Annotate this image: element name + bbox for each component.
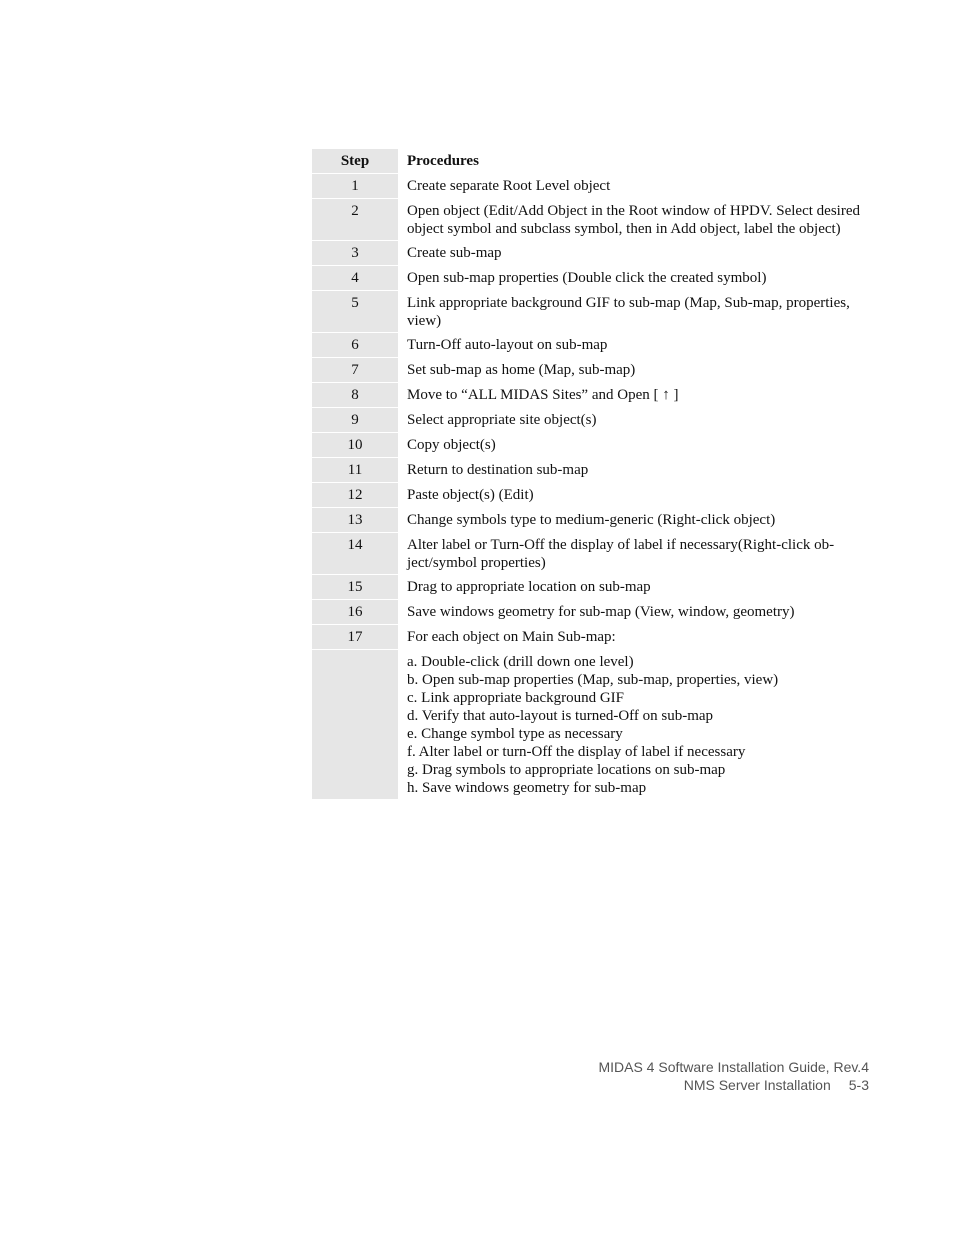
sub-steps-list — [407, 653, 874, 797]
page-footer — [598, 1058, 869, 1094]
sub-step-item: f. Alter label or turn-Off the display of label if necessary — [407, 743, 746, 760]
procedure-text: Copy object(s) — [407, 436, 496, 453]
step-number: 9 — [312, 408, 398, 433]
table-row — [312, 383, 878, 408]
table-row — [312, 358, 878, 383]
sub-step-item: a. Double-click (drill down one level) — [407, 653, 634, 670]
procedure-text: Turn-Off auto-layout on sub-map — [407, 336, 608, 353]
procedure-text: Change symbols type to medium-generic (Right-click object) — [407, 511, 776, 528]
procedure-text: Create separate Root Level object — [407, 177, 611, 194]
table-row — [312, 333, 878, 358]
step-number: 8 — [312, 383, 398, 408]
table-row — [312, 533, 878, 575]
table-row — [312, 199, 878, 241]
footer-document-title: MIDAS 4 Software Installation Guide, Rev.4 — [598, 1059, 869, 1075]
step-number: 11 — [312, 458, 398, 483]
step-number: 1 — [312, 174, 398, 199]
sub-step-item: b. Open sub-map properties (Map, sub-map, properties, view) — [407, 671, 779, 688]
step-number: 12 — [312, 483, 398, 508]
table-row — [312, 266, 878, 291]
step-number: 10 — [312, 433, 398, 458]
step-number: 13 — [312, 508, 398, 533]
table-row — [312, 408, 878, 433]
table-row — [312, 625, 878, 650]
step-number: 7 — [312, 358, 398, 383]
procedure-text: Open object (Edit/Add Object in the Root window of HPDV. Select desired object symbol and subclass symbol, then in Add object, label the object) — [407, 202, 860, 237]
table-row — [312, 483, 878, 508]
table-row — [312, 458, 878, 483]
table-row — [312, 291, 878, 333]
step-number: 2 — [312, 199, 398, 241]
step-number: 4 — [312, 266, 398, 291]
procedures-table — [312, 149, 878, 800]
procedure-text: Save windows geometry for sub-map (View, window, geometry) — [407, 603, 795, 620]
step-number: 3 — [312, 241, 398, 266]
step-column-header: Step — [312, 149, 398, 174]
procedure-text: Return to destination sub-map — [407, 461, 589, 478]
sub-step-item: g. Drag symbols to appropriate locations on sub-map — [407, 761, 726, 778]
procedure-text: Set sub-map as home (Map, sub-map) — [407, 361, 636, 378]
step-number: 15 — [312, 575, 398, 600]
table-row — [312, 174, 878, 199]
procedure-text: Select appropriate site object(s) — [407, 411, 597, 428]
page-number: 5-3 — [848, 1077, 869, 1093]
procedure-text: Link appropriate background GIF to sub-map (Map, Sub-map, properties, view) — [407, 294, 850, 329]
footer-section-line — [598, 1076, 869, 1094]
procedure-text: Alter label or Turn-Off the display of label if necessary(Right-click ob-ject/symbol properties) — [407, 536, 835, 571]
table-header-row — [312, 149, 878, 174]
step-number: 5 — [312, 291, 398, 333]
sub-steps-cell — [398, 650, 878, 800]
sub-steps-row — [312, 650, 878, 800]
step-number: 6 — [312, 333, 398, 358]
footer-section-title: NMS Server Installation — [683, 1077, 831, 1093]
table-body — [312, 174, 878, 800]
procedure-text: Paste object(s) (Edit) — [407, 486, 534, 503]
table-row — [312, 575, 878, 600]
table-row — [312, 241, 878, 266]
sub-step-item: e. Change symbol type as necessary — [407, 725, 623, 742]
procedure-text: Create sub-map — [407, 244, 502, 261]
table-row — [312, 433, 878, 458]
procedure-text: Drag to appropriate location on sub-map — [407, 578, 651, 595]
procedure-text: For each object on Main Sub-map: — [407, 628, 616, 645]
table-row — [312, 508, 878, 533]
step-number: 17 — [312, 625, 398, 650]
sub-steps-step-cell — [312, 650, 398, 800]
table-row — [312, 600, 878, 625]
step-number: 16 — [312, 600, 398, 625]
step-number: 14 — [312, 533, 398, 575]
sub-step-item: d. Verify that auto-layout is turned-Off on sub-map — [407, 707, 714, 724]
procedure-text: Open sub-map properties (Double click the created symbol) — [407, 269, 767, 286]
sub-step-item: h. Save windows geometry for sub-map — [407, 779, 647, 796]
procedures-column-header: Procedures — [407, 153, 479, 169]
procedure-text: Move to “ALL MIDAS Sites” and Open [ ↑ ] — [407, 386, 679, 403]
sub-step-item: c. Link appropriate background GIF — [407, 689, 625, 706]
